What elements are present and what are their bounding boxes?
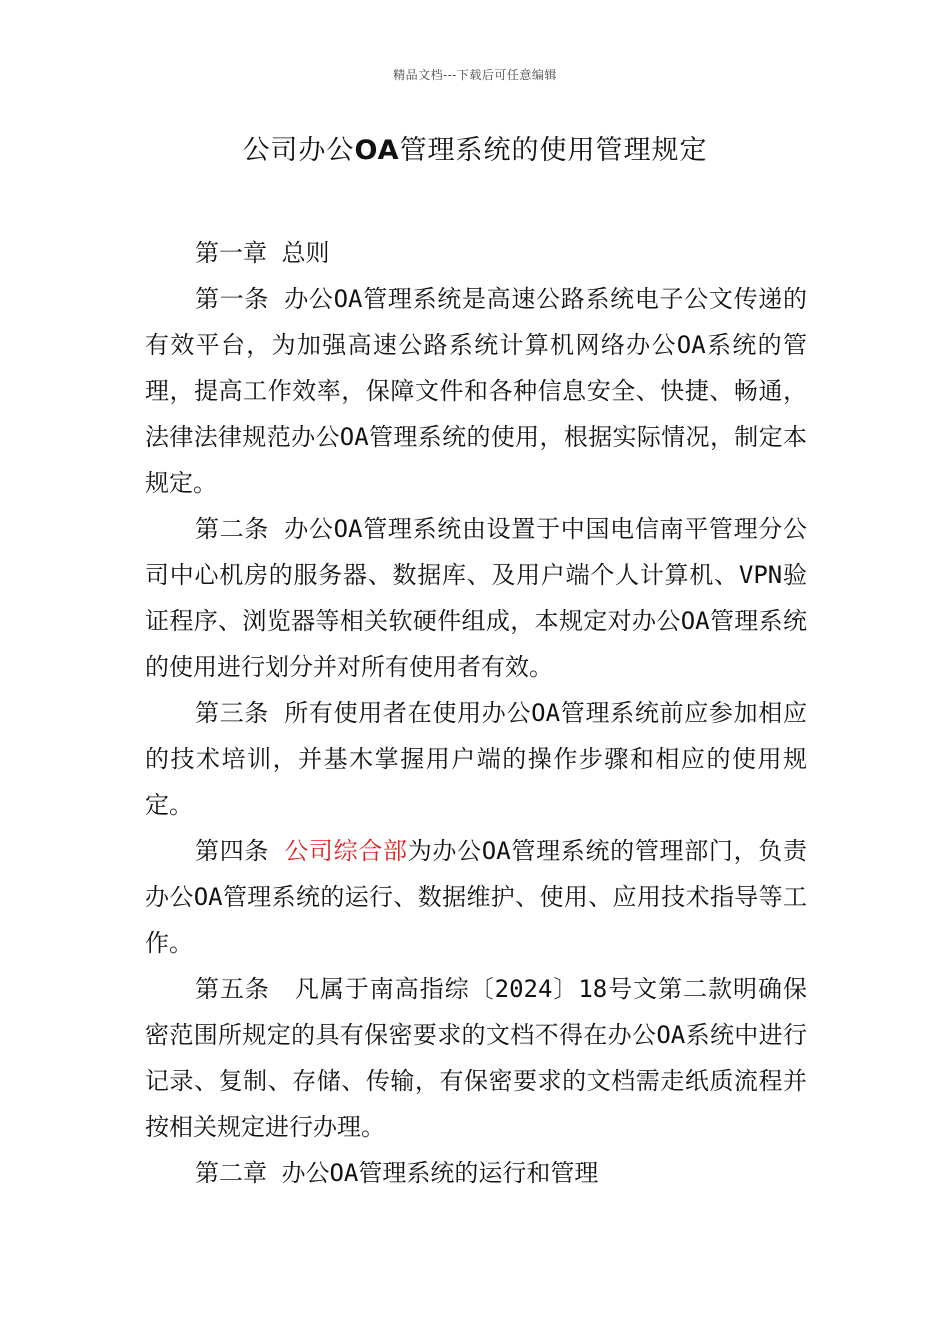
document-body	[145, 230, 807, 1196]
article-3: 第三条 所有使用者在使用办公OA管理系统前应参加相应的技术培训，并基木掌握用户端的操作步骤和相应的使用规定。	[145, 699, 807, 819]
article-4	[145, 828, 807, 966]
title-suffix: 管理系统的使用管理规定	[399, 135, 708, 166]
article-5: 第五条 凡属于南高指综〔2024〕18号文第二款明确保密范围所规定的具有保密要求的文档不得在办公OA系统中进行记录、复制、存储、传输，有保密要求的文档需走纸质流程并按相关规定进行办理。	[145, 975, 807, 1141]
title-bold-oa: OA	[354, 135, 400, 166]
document-title	[0, 128, 950, 167]
chapter-1-heading: 第一章 总则	[195, 239, 330, 267]
article-4-prefix: 第四条	[195, 837, 285, 865]
article-1: 第一条 办公OA管理系统是高速公路系统电子公文传递的有效平台，为加强高速公路系统计算机网络办公OA系统的管理，提高工作效率，保障文件和各种信息安全、快捷、畅通，法律法律规范办公OA管理系统的使用，根据实际情况，制定本规定。	[145, 285, 807, 497]
article-4-suffix: 为办公OA管理系统的管理部门，负责办公OA管理系统的运行、数据维护、使用、应用技术指导等工作。	[145, 837, 808, 957]
article-2: 第二条 办公OA管理系统由设置于中国电信南平管理分公司中心机房的服务器、数据库、及用户端个人计算机、VPN验证程序、浏览器等相关软硬件组成，本规定对办公OA管理系统的使用进行划分并对所有使用者有效。	[145, 515, 807, 681]
chapter-2-heading: 第二章 办公OA管理系统的运行和管理	[195, 1159, 599, 1187]
title-prefix: 公司办公	[242, 135, 355, 166]
article-4-highlight: 公司综合部	[284, 837, 408, 865]
header-note: 精品文档---下载后可任意编辑	[393, 68, 557, 82]
